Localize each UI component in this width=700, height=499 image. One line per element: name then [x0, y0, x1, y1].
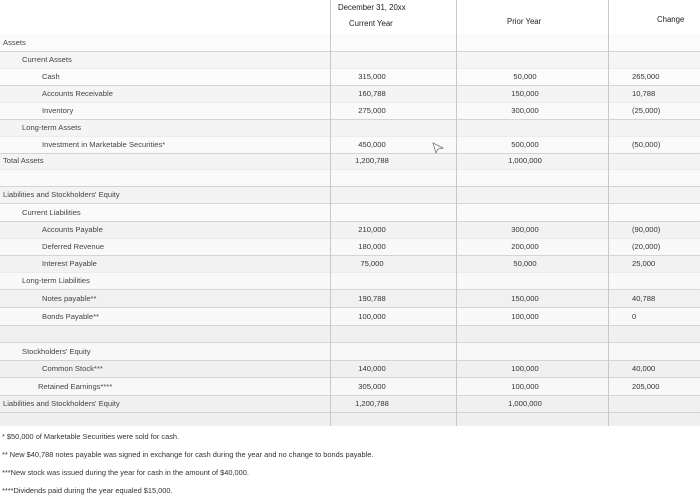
current-year-value: 160,788 — [358, 89, 386, 98]
table-header — [0, 0, 700, 34]
change-value: 40,000 — [632, 364, 656, 373]
table-row — [0, 68, 700, 86]
row-label: Retained Earnings**** — [38, 382, 113, 391]
row-label: Assets — [3, 38, 26, 47]
row-label: Accounts Payable — [42, 225, 103, 234]
current-year-value: 450,000 — [358, 140, 386, 149]
prior-year-value: 100,000 — [511, 312, 539, 321]
current-year-header: Current Year — [349, 19, 393, 28]
table-row — [0, 395, 700, 413]
table-row — [0, 85, 700, 103]
row-label: Deferred Revenue — [42, 242, 105, 251]
table-row — [0, 34, 700, 52]
table-row — [0, 204, 700, 222]
footnotes — [0, 426, 700, 499]
row-label: Notes payable** — [42, 294, 97, 303]
footnote: * $50,000 of Marketable Securities were sold for cash. — [2, 432, 180, 441]
footnote: ** New $40,788 notes payable was signed in exchange for cash during the year and no change to bonds payable. — [2, 450, 374, 459]
column-divider — [330, 0, 331, 430]
change-value: (90,000) — [632, 225, 661, 234]
change-header: Change — [657, 15, 685, 24]
column-divider — [608, 0, 609, 430]
row-label: Investment in Marketable Securities* — [42, 140, 166, 149]
prior-year-value: 1,000,000 — [508, 156, 542, 165]
prior-year-value: 150,000 — [511, 89, 539, 98]
row-label: Total Assets — [3, 156, 44, 165]
row-label: Long-term Assets — [22, 123, 82, 132]
change-value: (50,000) — [632, 140, 661, 149]
prior-year-value: 300,000 — [511, 225, 539, 234]
row-label: Current Assets — [22, 55, 72, 64]
row-label: Liabilities and Stockholders' Equity — [3, 190, 120, 199]
table-row — [0, 102, 700, 120]
table-row — [0, 308, 700, 326]
prior-year-header: Prior Year — [507, 17, 542, 26]
row-label: Stockholders' Equity — [22, 347, 91, 356]
prior-year-value: 300,000 — [511, 106, 539, 115]
row-label: Inventory — [42, 106, 74, 115]
table-row — [0, 272, 700, 290]
change-value: 10,788 — [632, 89, 656, 98]
footnote: ****Dividends paid during the year equaled $15,000. — [2, 486, 173, 495]
table-row — [0, 169, 700, 187]
change-value: 25,000 — [632, 259, 656, 268]
date-header: December 31, 20xx — [338, 3, 406, 12]
current-year-value: 315,000 — [358, 72, 386, 81]
current-year-value: 1,200,788 — [355, 399, 389, 408]
current-year-value: 190,788 — [358, 294, 386, 303]
row-label: Interest Payable — [42, 259, 97, 268]
prior-year-value: 50,000 — [513, 72, 537, 81]
table-row — [0, 255, 700, 273]
prior-year-value: 100,000 — [511, 364, 539, 373]
change-value: (20,000) — [632, 242, 661, 251]
prior-year-value: 500,000 — [511, 140, 539, 149]
row-label: Common Stock*** — [42, 364, 103, 373]
row-label: Bonds Payable** — [42, 312, 99, 321]
table-row — [0, 119, 700, 137]
row-label: Current Liabilities — [22, 208, 81, 217]
row-label: Accounts Receivable — [42, 89, 113, 98]
table-row — [0, 360, 700, 378]
prior-year-value: 200,000 — [511, 242, 539, 251]
current-year-value: 305,000 — [358, 382, 386, 391]
row-label: Liabilities and Stockholders' Equity — [3, 399, 120, 408]
table-row — [0, 238, 700, 256]
change-value: 40,788 — [632, 294, 656, 303]
change-value: 0 — [632, 312, 637, 321]
change-value: 205,000 — [632, 382, 660, 391]
mouse-pointer-icon — [432, 142, 444, 154]
table-row — [0, 378, 700, 396]
footnote: ***New stock was issued during the year for cash in the amount of $40,000. — [2, 468, 249, 477]
prior-year-value: 50,000 — [513, 259, 537, 268]
current-year-value: 140,000 — [358, 364, 386, 373]
current-year-value: 1,200,788 — [355, 156, 389, 165]
prior-year-value: 1,000,000 — [508, 399, 542, 408]
current-year-value: 100,000 — [358, 312, 386, 321]
row-label: Long-term Liabilities — [22, 276, 90, 285]
current-year-value: 275,000 — [358, 106, 386, 115]
row-label: Cash — [42, 72, 60, 81]
prior-year-value: 150,000 — [511, 294, 539, 303]
table-row — [0, 152, 700, 170]
current-year-value: 210,000 — [358, 225, 386, 234]
table-row — [0, 290, 700, 308]
column-divider — [456, 0, 457, 430]
table-row — [0, 186, 700, 204]
current-year-value: 180,000 — [358, 242, 386, 251]
table-row — [0, 325, 700, 343]
table-row — [0, 221, 700, 239]
current-year-value: 75,000 — [360, 259, 384, 268]
change-value: (25,000) — [632, 106, 661, 115]
change-value: 265,000 — [632, 72, 660, 81]
prior-year-value: 100,000 — [511, 382, 539, 391]
table-row — [0, 51, 700, 69]
table-row — [0, 343, 700, 361]
